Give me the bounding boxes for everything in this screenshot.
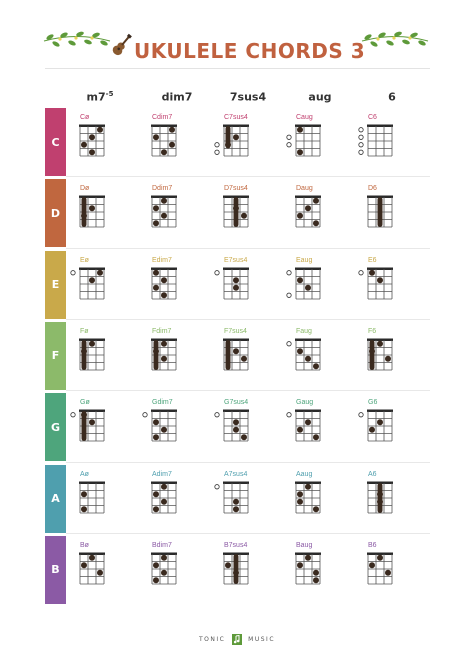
chord-diagram xyxy=(142,257,204,317)
chord-diagram xyxy=(358,257,420,317)
chord-name: Fdim7 xyxy=(152,327,172,335)
finger-dot xyxy=(89,134,95,140)
finger-dot xyxy=(233,498,239,504)
column-header-label: dim7 xyxy=(161,90,193,104)
left-vine-decoration xyxy=(42,28,112,54)
finger-dot xyxy=(161,213,167,219)
column-header-label: aug xyxy=(308,90,332,104)
open-string-marker xyxy=(287,135,291,139)
row-label-d xyxy=(45,179,66,247)
footer-logo xyxy=(0,634,474,645)
row-label-text: A xyxy=(51,492,60,505)
chord-name: Cø xyxy=(80,114,90,121)
finger-dot xyxy=(297,562,303,568)
footer-brand-left: TONIC xyxy=(198,636,226,643)
chord-fretboard xyxy=(358,479,408,519)
finger-dot xyxy=(377,555,383,561)
finger-dot xyxy=(313,363,319,369)
open-string-marker xyxy=(215,143,219,147)
finger-dot xyxy=(89,555,95,561)
chord-diagram xyxy=(286,185,348,245)
finger-dot xyxy=(81,142,87,148)
finger-dot xyxy=(297,213,303,219)
chord-name: Dø xyxy=(80,185,90,193)
chord-diagram xyxy=(286,114,348,174)
finger-dot xyxy=(233,277,239,283)
row-label-text: C xyxy=(51,135,60,149)
finger-dot xyxy=(313,221,319,227)
chord-name: Baug xyxy=(296,541,313,549)
chord-fretboard xyxy=(142,336,192,376)
chord-name: Aaug xyxy=(296,470,313,478)
chord-fretboard xyxy=(358,336,408,376)
chord-diagram xyxy=(286,399,348,459)
finger-dot xyxy=(161,427,167,433)
finger-dot xyxy=(81,506,87,512)
finger-dot xyxy=(297,348,303,354)
fretboard-nut xyxy=(367,552,393,555)
barre-marker xyxy=(82,340,87,370)
finger-dot xyxy=(313,577,319,583)
finger-dot xyxy=(153,419,159,425)
chord-fretboard xyxy=(142,407,192,447)
chord-name: Adim7 xyxy=(152,470,172,478)
chord-diagram xyxy=(214,114,276,174)
chord-diagram xyxy=(70,471,132,531)
chord-fretboard xyxy=(358,265,408,305)
row-label-text: F xyxy=(51,349,60,363)
chord-fretboard xyxy=(214,407,264,447)
barre-marker xyxy=(226,340,231,370)
row-label-text: B xyxy=(51,563,60,577)
chord-name: Cdim7 xyxy=(152,114,173,121)
chord-name: G6 xyxy=(368,399,378,407)
open-string-marker xyxy=(359,128,363,132)
finger-dot xyxy=(385,570,391,576)
finger-dot xyxy=(297,277,303,283)
chord-name: Aø xyxy=(80,470,89,478)
open-string-marker xyxy=(215,150,219,154)
finger-dot xyxy=(81,412,87,418)
finger-dot xyxy=(313,506,319,512)
finger-dot xyxy=(305,483,311,489)
row-label-b xyxy=(45,536,66,604)
finger-dot xyxy=(153,562,159,568)
finger-dot xyxy=(161,149,167,155)
chord-fretboard xyxy=(214,336,264,376)
finger-dot xyxy=(297,149,303,155)
finger-dot xyxy=(161,483,167,489)
chord-name: Gø xyxy=(80,399,90,407)
chord-name: B6 xyxy=(368,541,377,549)
chord-diagram xyxy=(70,185,132,245)
column-header-superscript: -5 xyxy=(105,90,114,98)
chord-diagram xyxy=(286,471,348,531)
finger-dot xyxy=(153,284,159,290)
chord-diagram xyxy=(142,471,204,531)
finger-dot xyxy=(153,491,159,497)
finger-dot xyxy=(233,506,239,512)
chord-fretboard xyxy=(70,550,120,590)
open-string-marker xyxy=(287,341,291,345)
chord-fretboard xyxy=(70,122,120,162)
fretboard-nut xyxy=(151,267,177,270)
chord-diagram xyxy=(358,114,420,174)
finger-dot xyxy=(225,142,231,148)
row-label-text: D xyxy=(50,206,61,220)
open-string-marker xyxy=(143,413,147,417)
chord-diagram xyxy=(142,185,204,245)
chord-diagram xyxy=(142,114,204,174)
finger-dot xyxy=(233,284,239,290)
column-header-1 xyxy=(70,90,130,104)
finger-dot xyxy=(377,491,383,497)
chord-fretboard xyxy=(142,122,192,162)
open-string-marker xyxy=(359,150,363,154)
chord-fretboard xyxy=(358,407,408,447)
chord-fretboard xyxy=(70,336,120,376)
finger-dot xyxy=(169,127,175,133)
finger-dot xyxy=(297,427,303,433)
footer-brand-right: MUSIC xyxy=(248,636,276,643)
finger-dot xyxy=(153,434,159,440)
finger-dot xyxy=(89,341,95,347)
finger-dot xyxy=(241,213,247,219)
chord-diagram xyxy=(214,399,276,459)
fretboard-nut xyxy=(367,125,393,128)
barre-marker xyxy=(378,197,383,227)
open-string-marker xyxy=(287,413,291,417)
chord-name: Edim7 xyxy=(152,256,172,264)
header-divider xyxy=(45,68,430,69)
chord-fretboard xyxy=(70,479,120,519)
finger-dot xyxy=(369,269,375,275)
fretboard-nut xyxy=(295,338,321,341)
column-header-3 xyxy=(218,90,278,104)
chord-fretboard xyxy=(286,550,336,590)
finger-dot xyxy=(305,206,311,212)
chord-diagram xyxy=(286,328,348,388)
chord-name: D6 xyxy=(368,185,377,193)
finger-dot xyxy=(89,149,95,155)
row-divider xyxy=(66,176,430,177)
open-string-marker xyxy=(215,484,219,488)
chord-fretboard xyxy=(142,479,192,519)
finger-dot xyxy=(81,562,87,568)
fretboard-nut xyxy=(151,410,177,413)
finger-dot xyxy=(89,206,95,212)
column-header-2 xyxy=(147,90,207,104)
finger-dot xyxy=(81,213,87,219)
fretboard-nut xyxy=(295,196,321,199)
chord-diagram xyxy=(70,114,132,174)
finger-dot xyxy=(305,284,311,290)
fretboard-nut xyxy=(295,552,321,555)
row-label-g xyxy=(45,393,66,461)
chord-diagram xyxy=(214,257,276,317)
chord-name: C7sus4 xyxy=(224,114,248,121)
finger-dot xyxy=(305,419,311,425)
chord-name: Gaug xyxy=(296,399,314,407)
fretboard-nut xyxy=(367,410,393,413)
finger-dot xyxy=(97,570,103,576)
finger-dot xyxy=(233,348,239,354)
column-header-4 xyxy=(290,90,350,104)
chord-name: D7sus4 xyxy=(224,185,248,193)
finger-dot xyxy=(377,498,383,504)
chord-diagram xyxy=(214,542,276,602)
row-label-f xyxy=(45,322,66,390)
chord-fretboard xyxy=(142,265,192,305)
finger-dot xyxy=(313,570,319,576)
finger-dot xyxy=(161,292,167,298)
chord-fretboard xyxy=(358,122,408,162)
finger-dot xyxy=(81,491,87,497)
chord-name: Eaug xyxy=(296,256,313,264)
chord-diagram xyxy=(70,257,132,317)
fretboard-nut xyxy=(79,125,105,128)
finger-dot xyxy=(297,491,303,497)
chord-fretboard xyxy=(214,265,264,305)
chord-fretboard xyxy=(214,550,264,590)
finger-dot xyxy=(313,434,319,440)
finger-dot xyxy=(313,198,319,204)
chord-diagram xyxy=(286,257,348,317)
chord-fretboard xyxy=(70,193,120,233)
chord-name: E7sus4 xyxy=(224,256,248,264)
finger-dot xyxy=(385,356,391,362)
row-divider xyxy=(66,319,430,320)
chord-diagram xyxy=(358,542,420,602)
row-divider xyxy=(66,390,430,391)
fretboard-nut xyxy=(223,481,249,484)
finger-dot xyxy=(153,577,159,583)
row-divider xyxy=(66,462,430,463)
chord-diagram xyxy=(214,471,276,531)
finger-dot xyxy=(161,198,167,204)
chord-fretboard xyxy=(286,336,336,376)
finger-dot xyxy=(233,134,239,140)
chord-name: Gdim7 xyxy=(152,399,173,407)
finger-dot xyxy=(305,356,311,362)
row-label-text: E xyxy=(51,278,60,292)
row-label-a xyxy=(45,465,66,533)
finger-dot xyxy=(369,348,375,354)
finger-dot xyxy=(161,498,167,504)
finger-dot xyxy=(153,221,159,227)
open-string-marker xyxy=(215,413,219,417)
chord-name: Faug xyxy=(296,327,312,335)
finger-dot xyxy=(153,134,159,140)
chord-name: B7sus4 xyxy=(224,541,248,549)
finger-dot xyxy=(153,348,159,354)
barre-marker xyxy=(234,554,239,584)
finger-dot xyxy=(161,277,167,283)
open-string-marker xyxy=(359,413,363,417)
chord-name: Bø xyxy=(80,541,89,549)
finger-dot xyxy=(233,570,239,576)
column-header-5 xyxy=(362,90,422,104)
chord-name: Daug xyxy=(296,185,313,193)
finger-dot xyxy=(161,570,167,576)
chord-diagram xyxy=(70,542,132,602)
row-label-text: G xyxy=(50,420,61,434)
row-divider xyxy=(66,533,430,534)
finger-dot xyxy=(161,356,167,362)
finger-dot xyxy=(233,206,239,212)
fretboard-nut xyxy=(151,552,177,555)
column-header-label: m7 xyxy=(86,90,106,104)
finger-dot xyxy=(89,277,95,283)
open-string-marker xyxy=(71,270,75,274)
finger-dot xyxy=(233,427,239,433)
finger-dot xyxy=(369,427,375,433)
chord-name: Ddim7 xyxy=(152,185,173,193)
fretboard-nut xyxy=(295,410,321,413)
chord-fretboard xyxy=(214,122,264,162)
finger-dot xyxy=(297,127,303,133)
barre-marker xyxy=(234,197,239,227)
finger-dot xyxy=(97,269,103,275)
music-note-icon xyxy=(232,634,242,645)
chord-fretboard xyxy=(286,265,336,305)
chord-diagram xyxy=(358,471,420,531)
finger-dot xyxy=(89,419,95,425)
chord-name: G7sus4 xyxy=(224,399,249,407)
chord-name: C6 xyxy=(368,114,377,121)
open-string-marker xyxy=(359,135,363,139)
open-string-marker xyxy=(359,143,363,147)
open-string-marker xyxy=(287,293,291,297)
fretboard-nut xyxy=(151,196,177,199)
chord-diagram xyxy=(358,185,420,245)
chord-fretboard xyxy=(142,193,192,233)
column-header-label: 7sus4 xyxy=(229,90,267,104)
finger-dot xyxy=(153,269,159,275)
chord-name: Fø xyxy=(80,327,89,335)
right-vine-decoration xyxy=(360,28,430,54)
chord-name: Eø xyxy=(80,256,89,264)
open-string-marker xyxy=(359,270,363,274)
chord-fretboard xyxy=(358,193,408,233)
chord-fretboard xyxy=(286,407,336,447)
chord-fretboard xyxy=(286,193,336,233)
open-string-marker xyxy=(287,270,291,274)
fretboard-nut xyxy=(367,267,393,270)
chord-name: E6 xyxy=(368,256,377,264)
row-divider xyxy=(66,248,430,249)
finger-dot xyxy=(81,348,87,354)
finger-dot xyxy=(233,419,239,425)
fretboard-nut xyxy=(79,552,105,555)
chord-diagram xyxy=(70,399,132,459)
finger-dot xyxy=(161,555,167,561)
fretboard-nut xyxy=(79,267,105,270)
finger-dot xyxy=(369,562,375,568)
finger-dot xyxy=(377,341,383,347)
finger-dot xyxy=(377,277,383,283)
barre-marker xyxy=(154,340,159,370)
chord-diagram xyxy=(142,399,204,459)
chord-fretboard xyxy=(142,550,192,590)
fretboard-nut xyxy=(295,125,321,128)
chord-fretboard xyxy=(214,193,264,233)
finger-dot xyxy=(297,498,303,504)
chord-name: Caug xyxy=(296,114,313,121)
finger-dot xyxy=(169,142,175,148)
chord-name: F6 xyxy=(368,327,377,335)
chord-fretboard xyxy=(286,479,336,519)
chord-name: F7sus4 xyxy=(224,327,247,335)
ukulele-icon xyxy=(110,32,134,58)
open-string-marker xyxy=(215,270,219,274)
fretboard-nut xyxy=(223,267,249,270)
chord-fretboard xyxy=(358,550,408,590)
page-title: UKULELE CHORDS 3 xyxy=(134,39,366,63)
row-label-e xyxy=(45,251,66,319)
chord-diagram xyxy=(358,399,420,459)
fretboard-nut xyxy=(295,267,321,270)
finger-dot xyxy=(153,506,159,512)
chord-fretboard xyxy=(286,122,336,162)
fretboard-nut xyxy=(79,481,105,484)
chord-diagram xyxy=(358,328,420,388)
finger-dot xyxy=(161,341,167,347)
chord-name: A6 xyxy=(368,470,377,478)
barre-marker xyxy=(378,483,383,513)
finger-dot xyxy=(97,127,103,133)
finger-dot xyxy=(225,562,231,568)
fretboard-nut xyxy=(223,410,249,413)
fretboard-nut xyxy=(151,125,177,128)
finger-dot xyxy=(377,419,383,425)
chord-name: A7sus4 xyxy=(224,470,248,478)
chord-diagram xyxy=(142,328,204,388)
chord-diagram xyxy=(70,328,132,388)
chord-diagram xyxy=(142,542,204,602)
finger-dot xyxy=(241,434,247,440)
chord-fretboard xyxy=(70,407,120,447)
row-label-c xyxy=(45,108,66,176)
chord-fretboard xyxy=(214,479,264,519)
chord-name: Bdim7 xyxy=(152,541,172,549)
finger-dot xyxy=(305,555,311,561)
open-string-marker xyxy=(71,413,75,417)
chord-diagram xyxy=(214,328,276,388)
barre-marker xyxy=(370,340,375,370)
barre-marker xyxy=(82,197,87,227)
column-header-label: 6 xyxy=(388,90,396,104)
finger-dot xyxy=(153,206,159,212)
open-string-marker xyxy=(287,143,291,147)
chord-fretboard xyxy=(70,265,120,305)
chord-diagram xyxy=(214,185,276,245)
chord-diagram xyxy=(286,542,348,602)
fretboard-nut xyxy=(295,481,321,484)
fretboard-nut xyxy=(151,481,177,484)
finger-dot xyxy=(241,356,247,362)
